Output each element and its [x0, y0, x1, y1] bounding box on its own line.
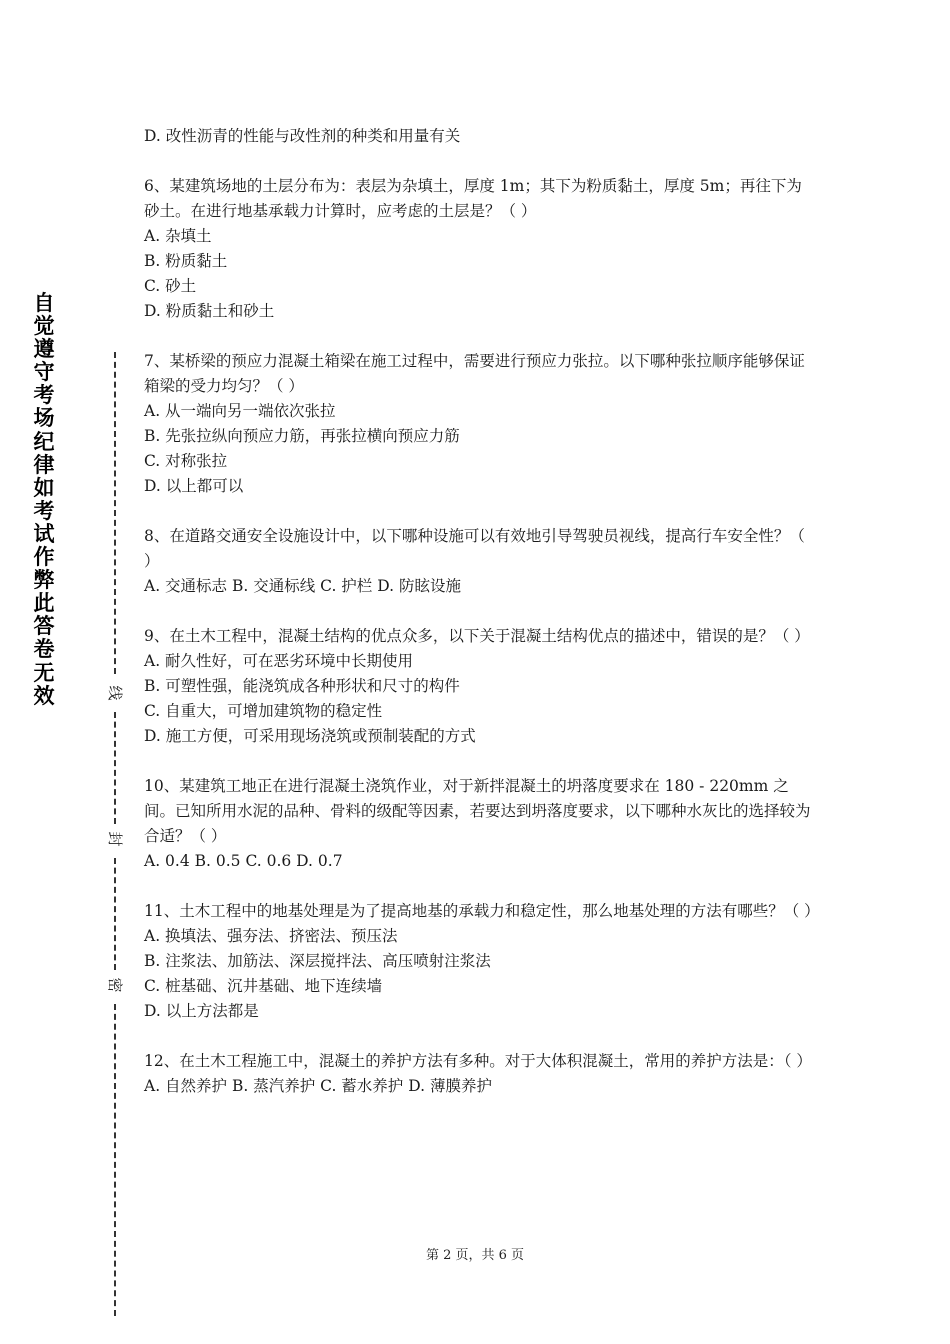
margin-mark-seal: 封 [104, 828, 126, 850]
option: C. 桩基础、沉井基础、地下连续墙 [144, 977, 383, 995]
option: B. 先张拉纵向预应力筋，再张拉横向预应力筋 [144, 427, 460, 445]
option: B. 可塑性强，能浇筑成各种形状和尺寸的构件 [144, 677, 460, 695]
margin-mark-line: 线 [104, 682, 126, 704]
question-content [144, 124, 820, 1124]
option: D. 以上都可以 [144, 477, 244, 495]
option: A. 杂填土 [144, 227, 212, 245]
question-stem: 8、在道路交通安全设施设计中，以下哪种设施可以有效地引导驾驶员视线，提高行车安全性？（ ） [144, 527, 805, 570]
option: A. 耐久性好，可在恶劣环境中长期使用 [144, 652, 414, 670]
exam-discipline-notice: 自觉遵守考场纪律如考试作弊此答卷无效 [33, 291, 55, 708]
option: D. 以上方法都是 [144, 1002, 259, 1020]
question-stem: 10、某建筑工地正在进行混凝土浇筑作业，对于新拌混凝土的坍落度要求在 180 - 220mm 之间。已知所用水泥的品种、骨料的级配等因素，若要达到坍落度要求，以下哪种水灰比的选择较为合适？（ ） [144, 777, 811, 845]
question-7 [144, 349, 812, 499]
option: C. 自重大，可增加建筑物的稳定性 [144, 702, 383, 720]
option: A. 交通标志 B. 交通标线 C. 护栏 D. 防眩设施 [144, 577, 461, 595]
option: A. 换填法、强夯法、挤密法、预压法 [144, 927, 398, 945]
question-12 [144, 1049, 812, 1099]
question-stem: 7、某桥梁的预应力混凝土箱梁在施工过程中，需要进行预应力张拉。以下哪种张拉顺序能够保证箱梁的受力均匀？（ ） [144, 352, 805, 395]
margin-mark-secret: 密 [104, 974, 126, 996]
question-stem: 6、某建筑场地的土层分布为：表层为杂填土，厚度 1m；其下为粉质黏土，厚度 5m；再往下为砂土。在进行地基承载力计算时，应考虑的土层是？（ ） [144, 177, 802, 220]
option: B. 粉质黏土 [144, 252, 228, 270]
question-stem: 11、土木工程中的地基处理是为了提高地基的承载力和稳定性，那么地基处理的方法有哪些？（ ） [144, 902, 820, 920]
dashed-binding-line [114, 712, 116, 824]
question-stem: 12、在土木工程施工中，混凝土的养护方法有多种。对于大体积混凝土，常用的养护方法是：（ ） [144, 1052, 812, 1070]
dashed-binding-line [114, 352, 116, 674]
page-number: 第 2 页，共 6 页 [425, 1248, 525, 1263]
question-5-tail [144, 124, 812, 149]
option: A. 从一端向另一端依次张拉 [144, 402, 336, 420]
option: C. 对称张拉 [144, 452, 228, 470]
question-9 [144, 624, 812, 749]
dashed-binding-line [114, 858, 116, 970]
question-stem: 9、在土木工程中，混凝土结构的优点众多，以下关于混凝土结构优点的描述中，错误的是？（ ） [144, 627, 810, 645]
question-8 [144, 524, 812, 599]
option: D. 施工方便，可采用现场浇筑或预制装配的方式 [144, 727, 476, 745]
option: A. 0.4 B. 0.5 C. 0.6 D. 0.7 [144, 852, 343, 870]
dashed-binding-line [114, 1004, 116, 1316]
question-11 [144, 899, 820, 1024]
option: D. 改性沥青的性能与改性剂的种类和用量有关 [144, 127, 461, 145]
option: D. 粉质黏土和砂土 [144, 302, 275, 320]
option: A. 自然养护 B. 蒸汽养护 C. 蓄水养护 D. 薄膜养护 [144, 1077, 492, 1095]
option: B. 注浆法、加筋法、深层搅拌法、高压喷射注浆法 [144, 952, 491, 970]
option: C. 砂土 [144, 277, 197, 295]
question-6 [144, 174, 812, 324]
question-10 [144, 774, 812, 874]
